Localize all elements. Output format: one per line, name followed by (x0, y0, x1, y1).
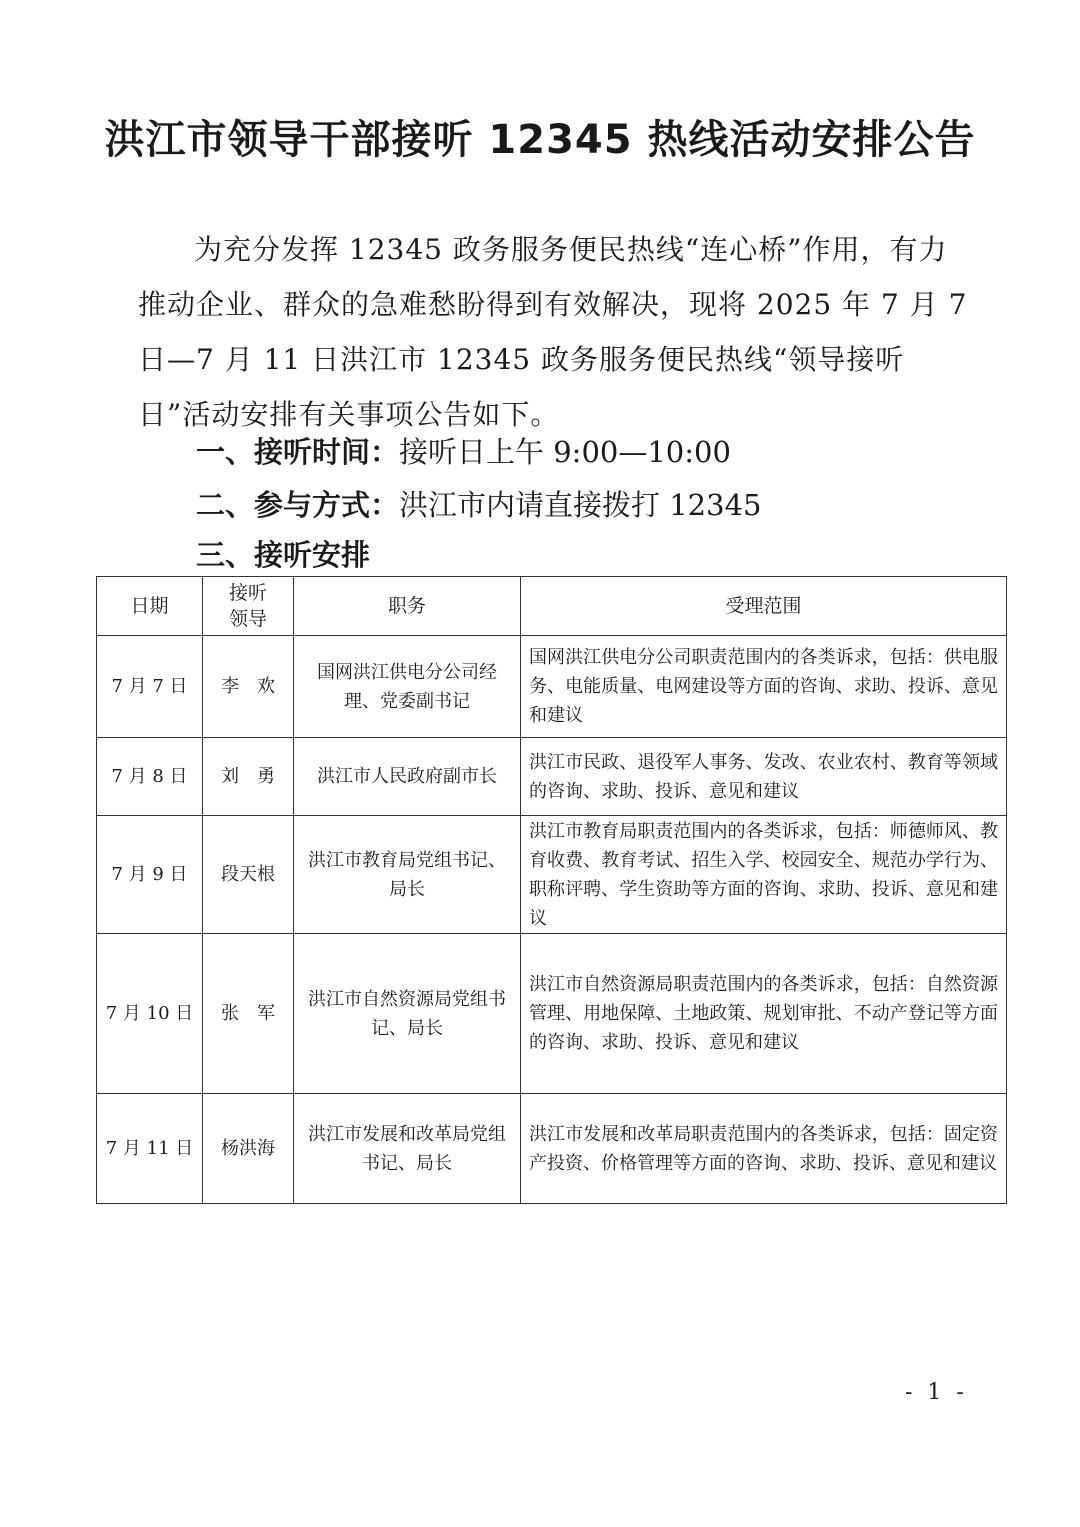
cell-position: 洪江市教育局党组书记、局长 (294, 816, 521, 934)
cell-leader: 张 军 (203, 934, 294, 1094)
table-row (97, 1094, 1007, 1204)
cell-date: 7 月 7 日 (97, 636, 203, 738)
cell-leader: 杨洪海 (203, 1094, 294, 1204)
schedule-table (96, 576, 1007, 1204)
intro-paragraph: 为充分发挥 12345 政务服务便民热线“连心桥”作用，有力推动企业、群众的急难愁盼得到有效解决，现将 2025 年 7 月 7 日—7 月 11 日洪江市 12345 政务服务便民热线“领导接听日”活动安排有关事项公告如下。 (138, 233, 968, 431)
cell-position: 洪江市发展和改革局党组书记、局长 (294, 1094, 521, 1204)
cell-leader: 李 欢 (203, 636, 294, 738)
table-row (97, 816, 1007, 934)
cell-scope: 洪江市教育局职责范围内的各类诉求，包括：师德师风、教育收费、教育考试、招生入学、校园安全、规范办学行为、职称评聘、学生资助等方面的咨询、求助、投诉、意见和建议 (521, 816, 1007, 934)
table-row (97, 636, 1007, 738)
section-method (196, 485, 762, 525)
document-title: 洪江市领导干部接听 12345 热线活动安排公告 (104, 117, 976, 163)
cell-position: 洪江市自然资源局党组书记、局长 (294, 934, 521, 1094)
section-time-text: 接听日上午 9:00—10:00 (399, 435, 731, 469)
section-schedule (196, 535, 370, 575)
cell-scope: 洪江市发展和改革局职责范围内的各类诉求，包括：固定资产投资、价格管理等方面的咨询、求助、投诉、意见和建议 (521, 1094, 1007, 1204)
section-time (196, 432, 731, 472)
cell-date: 7 月 8 日 (97, 738, 203, 816)
cell-leader: 刘 勇 (203, 738, 294, 816)
cell-date: 7 月 10 日 (97, 934, 203, 1094)
cell-scope: 洪江市民政、退役军人事务、发改、农业农村、教育等领域的咨询、求助、投诉、意见和建议 (521, 738, 1007, 816)
header-leader (203, 577, 294, 636)
page-number: - 1 - (905, 1380, 968, 1405)
table-row (97, 738, 1007, 816)
header-scope: 受理范围 (521, 577, 1007, 636)
section-method-heading: 二、参与方式： (196, 488, 400, 522)
cell-scope: 国网洪江供电分公司职责范围内的各类诉求，包括：供电服务、电能质量、电网建设等方面的咨询、求助、投诉、意见和建议 (521, 636, 1007, 738)
cell-position: 国网洪江供电分公司经理、党委副书记 (294, 636, 521, 738)
table-row (97, 934, 1007, 1094)
header-leader-line1: 接听 (228, 582, 267, 604)
cell-leader: 段天根 (203, 816, 294, 934)
cell-scope: 洪江市自然资源局职责范围内的各类诉求，包括：自然资源管理、用地保障、土地政策、规划审批、不动产登记等方面的咨询、求助、投诉、意见和建议 (521, 934, 1007, 1094)
cell-position: 洪江市人民政府副市长 (294, 738, 521, 816)
header-date: 日期 (97, 577, 203, 636)
table-header-row (97, 577, 1007, 636)
section-method-text: 洪江市内请直接拨打 12345 (399, 488, 762, 522)
section-time-heading: 一、接听时间： (196, 435, 400, 469)
cell-date: 7 月 11 日 (97, 1094, 203, 1204)
header-position: 职务 (294, 577, 521, 636)
header-leader-line2: 领导 (228, 608, 267, 630)
cell-date: 7 月 9 日 (97, 816, 203, 934)
section-schedule-heading: 三、接听安排 (196, 538, 371, 572)
